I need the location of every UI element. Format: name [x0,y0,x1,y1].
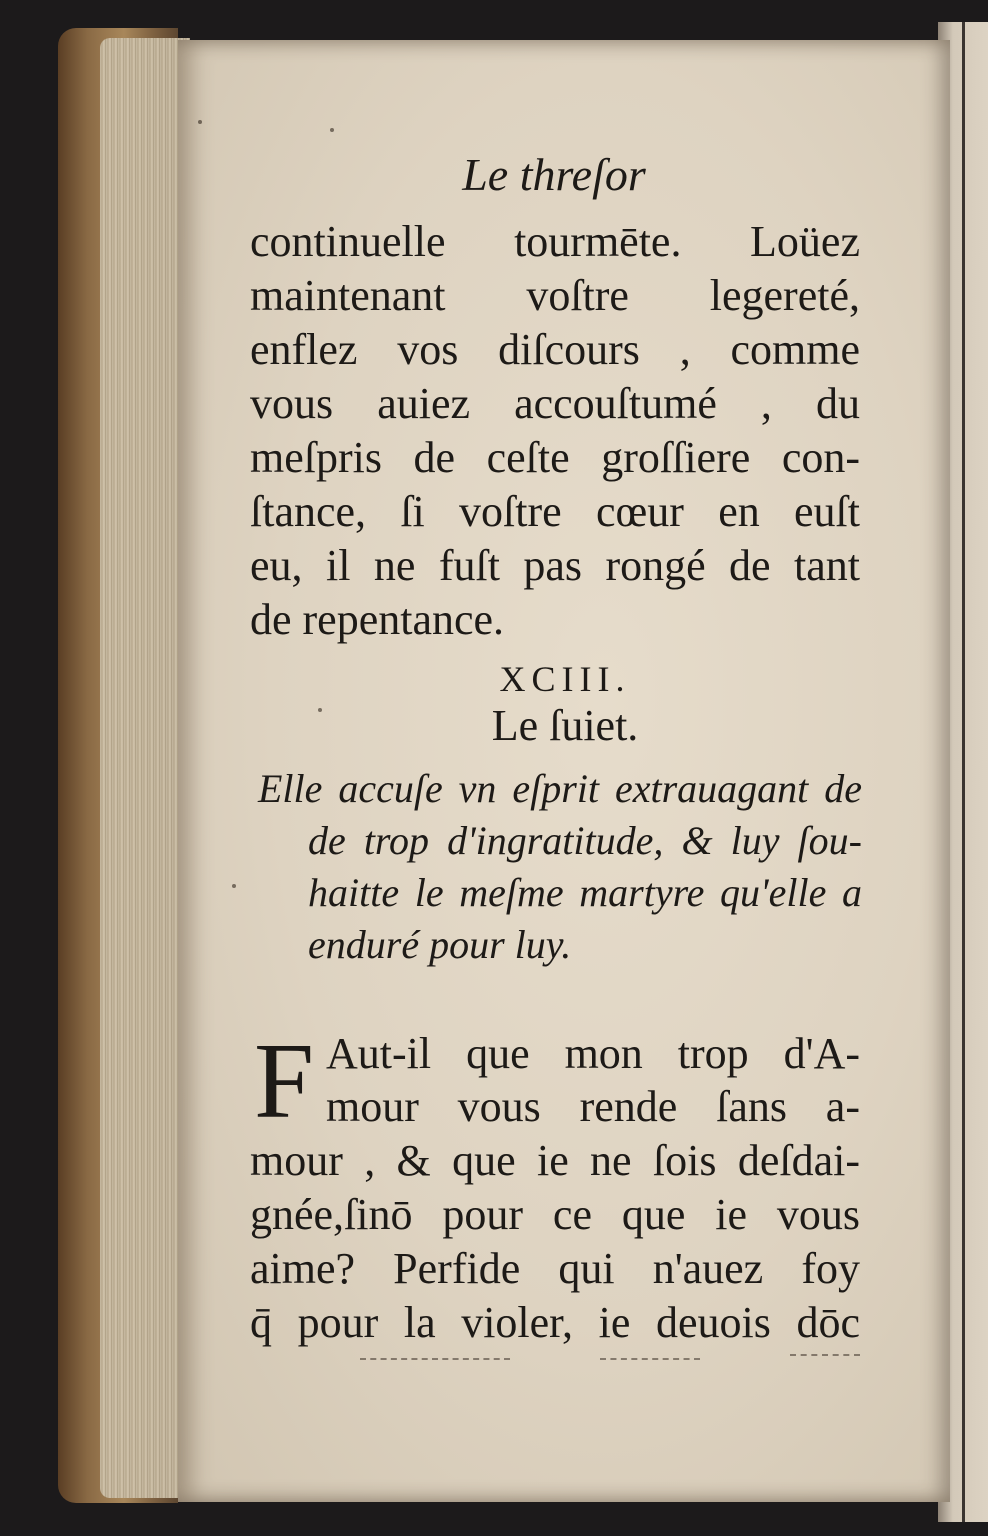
text-line: mour , & que ie ne ſois deſdai- [250,1136,860,1185]
argument-line: Elle accuſe vn eſprit extrauagant de [258,766,862,811]
text-line: meſpris de ceſte groſſiere con- [250,433,860,482]
section-number: XCIII. [499,659,631,699]
page-speck [330,128,334,132]
text-line: continuelle tourmēte. Loüez [250,217,860,266]
text-line: Aut-il que mon trop d'A- [326,1029,860,1078]
running-head: Le threſor [462,149,646,200]
text-line: q̄ pour la violer, ie deuois dōc [250,1298,860,1347]
show-through-rule [790,1354,860,1356]
text-line: maintenant voſtre legereté, [250,271,860,320]
show-through-rule [600,1358,700,1360]
text-line: aime? Perfide qui n'auez foy [250,1244,860,1293]
page-edges [100,38,190,1498]
gutter-shadow [962,22,965,1522]
show-through-rule [360,1358,510,1360]
text-line: vous auiez accouſtumé , du [250,379,860,428]
argument-line: haitte le meſme martyre qu'elle a [308,870,862,915]
text-line: de repentance. [250,595,505,644]
page-speck [198,120,202,124]
text-line: eu, il ne fuſt pas rongé de tant [250,541,860,590]
text-line: ſtance, ſi voſtre cœur en euſt [250,487,860,536]
text-line: enflez vos diſcours , comme [250,325,860,374]
page-speck [318,708,322,712]
drop-capital: F [254,1022,315,1141]
argument-line: de trop d'ingratitude, & luy ſou- [308,818,862,863]
subject-heading: Le ſuiet. [491,701,639,750]
text-line: gnée,ſinō pour ce que ie vous [250,1190,860,1239]
text-line: mour vous rende ſans a- [326,1082,860,1131]
argument-line: enduré pour luy. [308,922,572,967]
page-speck [232,884,236,888]
